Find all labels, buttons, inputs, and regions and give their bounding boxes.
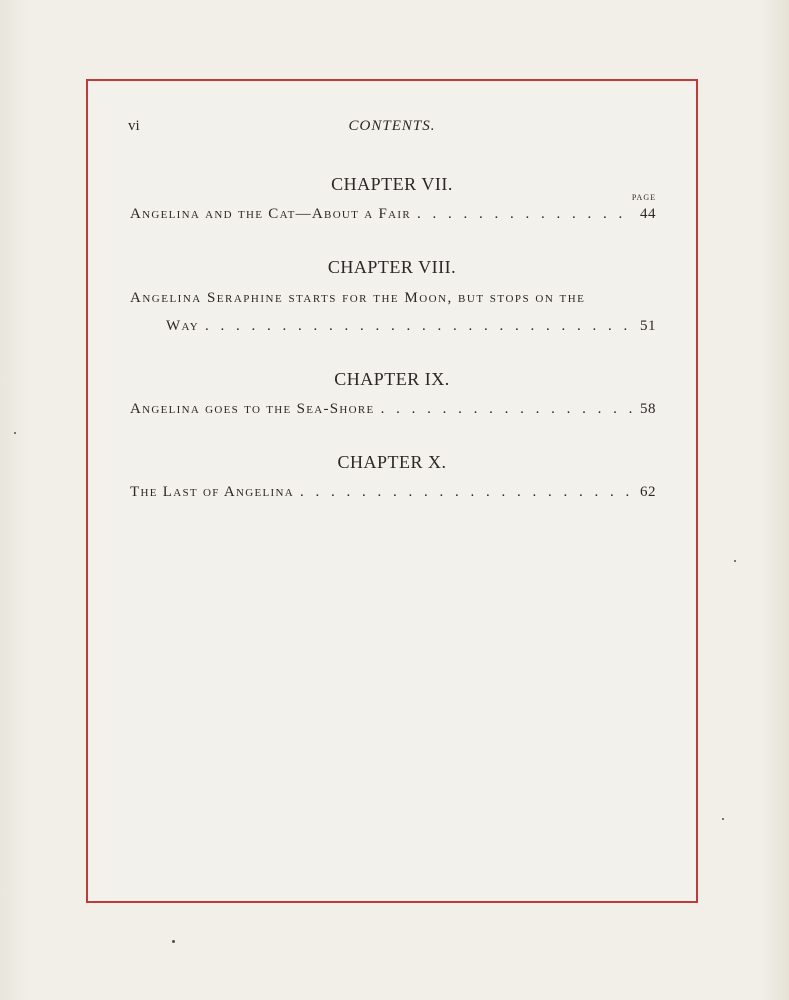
dot-leader <box>381 401 634 418</box>
toc-entry-title: Angelina goes to the Sea-Shore <box>130 401 375 417</box>
chapter-heading: CHAPTER VIII. <box>327 257 457 277</box>
dot-leader <box>300 484 634 501</box>
toc-entry-title: The Last of Angelina <box>130 484 294 500</box>
toc-entry-page: 44 <box>640 206 656 222</box>
toc-entry-title: Angelina and the Cat—About a Fair <box>130 206 412 222</box>
toc-entry-page: 58 <box>640 401 656 417</box>
running-head-title: CONTENTS. <box>348 118 436 134</box>
running-head <box>128 118 656 140</box>
chapter-heading: CHAPTER VII. <box>331 174 453 194</box>
dot-leader <box>417 206 634 223</box>
paper-speck <box>734 560 736 562</box>
chapter-heading: CHAPTER X. <box>337 452 447 472</box>
paper-speck <box>172 940 175 943</box>
chapter-heading: CHAPTER IX. <box>334 369 450 389</box>
toc-entry <box>130 484 656 506</box>
toc-entry-page: 62 <box>640 484 656 500</box>
page-column-label: PAGE <box>631 193 656 202</box>
toc-entry <box>130 206 656 228</box>
toc-entry <box>166 318 656 340</box>
toc-entry <box>130 401 656 423</box>
toc-entry-page: 51 <box>640 318 656 334</box>
toc-entry-title-line1: Angelina Seraphine starts for the Moon, but stops on the <box>130 290 586 306</box>
page-number-folio: vi <box>128 118 140 134</box>
toc-entry-title-line2: Way <box>166 318 199 334</box>
dot-leader <box>205 318 634 335</box>
paper-speck <box>722 818 724 820</box>
paper-speck <box>14 432 16 434</box>
